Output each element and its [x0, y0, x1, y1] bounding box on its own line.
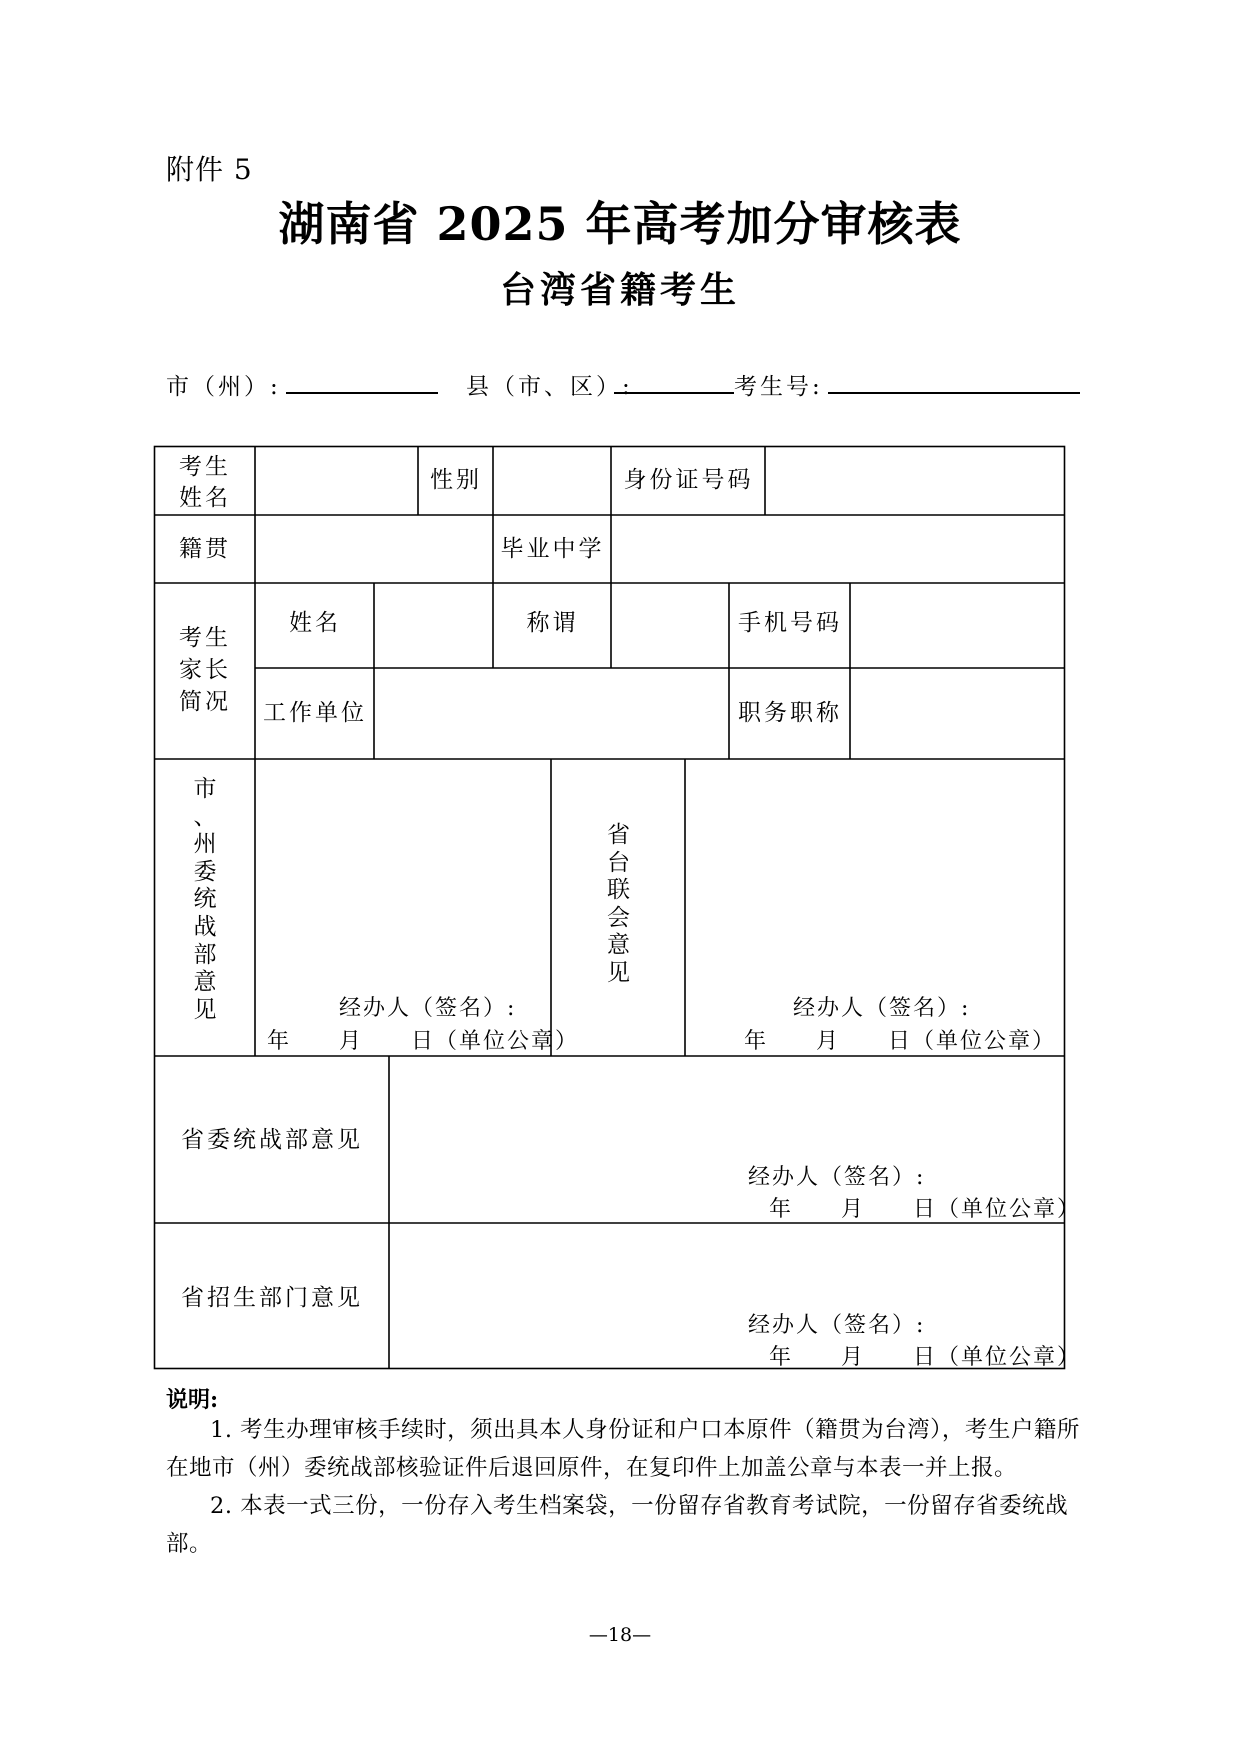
phone-field[interactable]	[851, 584, 1064, 668]
page-subtitle: 台湾省籍考生	[499, 269, 740, 311]
id-number-field[interactable]	[766, 447, 1064, 515]
work-unit-field[interactable]	[375, 669, 729, 759]
prov-ufwd-opinion-field[interactable]	[390, 1057, 1064, 1157]
page-title: 湖南省 2025 年高考加分审核表	[278, 197, 962, 251]
exam-number-label: 考生号:	[734, 374, 823, 400]
city-signer-label: 经办人（签名）:	[339, 996, 517, 1021]
admissions-signer-label: 经办人（签名）:	[748, 1313, 926, 1338]
taiwan-assoc-opinion-field[interactable]	[686, 760, 1064, 985]
note-item-2: 2. 本表一式三份，一份存入考生档案袋，一份留存省教育考试院，一份留存省委统战部。	[166, 1493, 1069, 1557]
prov-ufwd-signer-label: 经办人（签名）:	[748, 1165, 926, 1190]
phone-label: 手机号码	[738, 610, 842, 636]
admissions-opinion-field[interactable]	[390, 1224, 1064, 1304]
native-place-field[interactable]	[256, 516, 493, 583]
attachment-label: 附件 5	[166, 153, 253, 186]
city-date-seal: 年 月 日（单位公章）	[267, 1029, 580, 1054]
notes-title: 说明:	[166, 1387, 219, 1413]
city-ufwd-opinion-field[interactable]	[256, 760, 551, 985]
work-unit-label: 工作单位	[263, 700, 367, 726]
id-number-label: 身份证号码	[623, 467, 754, 493]
prov-ufwd-date-seal: 年 月 日（单位公章）	[769, 1197, 1082, 1222]
graduated-school-field[interactable]	[612, 516, 1064, 583]
native-place-label: 籍贯	[179, 536, 231, 562]
county-label: 县（市、区）:	[466, 374, 633, 400]
parent-info-label: 考生 家长 简况	[179, 625, 231, 715]
taiwan-assoc-opinion-label: 省 台 联 会 意 见	[607, 822, 630, 986]
city-ufwd-opinion-label: 市 、 州 委 统 战 部 意 见	[193, 776, 217, 1023]
note-item-1: 1. 考生办理审核手续时，须出具本人身份证和户口本原件（籍贯为台湾），考生户籍所在地市（州）委统战部核验证件后退回原件，在复印件上加盖公章与本表一并上报。	[166, 1417, 1080, 1481]
taiwan-date-seal: 年 月 日（单位公章）	[744, 1029, 1057, 1054]
parent-name-field[interactable]	[375, 584, 493, 668]
relation-label: 称谓	[526, 610, 579, 636]
gender-field[interactable]	[494, 447, 611, 515]
gender-label: 性别	[430, 467, 482, 493]
student-name-field[interactable]	[256, 447, 418, 515]
relation-field[interactable]	[612, 584, 729, 668]
page-number: —18—	[588, 1624, 652, 1646]
admissions-date-seal: 年 月 日（单位公章）	[769, 1345, 1082, 1370]
graduated-school-label: 毕业中学	[500, 536, 605, 562]
position-label: 职务职称	[738, 700, 842, 726]
city-label: 市（州）:	[166, 374, 281, 400]
parent-name-label: 姓名	[289, 610, 341, 636]
student-name-label: 考生 姓名	[179, 454, 231, 511]
position-field[interactable]	[851, 669, 1064, 759]
taiwan-signer-label: 经办人（签名）:	[793, 996, 971, 1021]
prov-ufwd-opinion-label: 省委统战部意见	[181, 1127, 363, 1153]
admissions-opinion-label: 省招生部门意见	[181, 1285, 363, 1311]
